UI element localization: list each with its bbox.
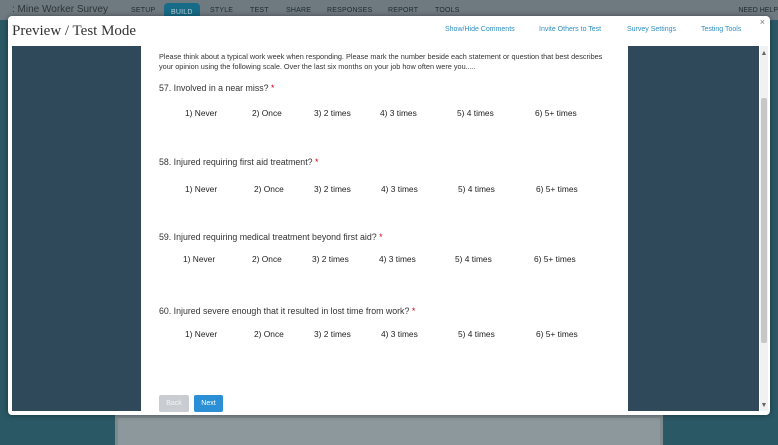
q60-option-5-plus-times[interactable]: 6) 5+ times [536, 329, 578, 339]
q58-option-2-times[interactable]: 3) 2 times [314, 184, 351, 194]
scroll-up-icon[interactable]: ▲ [760, 50, 768, 57]
q59-option-2-times[interactable]: 3) 2 times [312, 254, 349, 264]
survey-intro-text: Please think about a typical work week when responding. Please mark the number beside each statement or question that best describes your opinion using the following scale. Over the last six months on your job how often were you..... [159, 52, 603, 71]
question-text: 58. Injured requiring first aid treatment? [159, 157, 313, 167]
next-button[interactable]: Next [194, 395, 223, 412]
q57-option-2-times[interactable]: 3) 2 times [314, 108, 351, 118]
survey-settings-link[interactable]: Survey Settings [627, 26, 677, 33]
question-57-title [159, 83, 274, 93]
back-button[interactable]: Back [159, 395, 189, 412]
q60-option-once[interactable]: 2) Once [254, 329, 284, 339]
invite-others-link[interactable]: Invite Others to Test [539, 26, 602, 33]
tab-setup[interactable]: SETUP [131, 7, 156, 14]
tab-responses[interactable]: RESPONSES [327, 7, 373, 14]
q57-option-4-times[interactable]: 5) 4 times [457, 108, 494, 118]
q60-option-2-times[interactable]: 3) 2 times [314, 329, 351, 339]
app-title: : Mine Worker Survey [12, 4, 108, 15]
show-hide-comments-link[interactable]: Show/Hide Comments [445, 26, 515, 33]
close-icon[interactable]: × [759, 17, 765, 27]
required-asterisk: * [271, 83, 275, 93]
tab-tools[interactable]: TOOLS [435, 7, 460, 14]
q58-option-never[interactable]: 1) Never [185, 184, 218, 194]
question-60-title [159, 306, 415, 316]
q59-option-5-plus-times[interactable]: 6) 5+ times [534, 254, 576, 264]
question-text: 57. Involved in a near miss? [159, 83, 269, 93]
question-59-title [159, 232, 383, 242]
q60-option-3-times[interactable]: 4) 3 times [381, 329, 418, 339]
q59-option-4-times[interactable]: 5) 4 times [455, 254, 492, 264]
survey-page [142, 46, 627, 411]
tab-style[interactable]: STYLE [210, 7, 234, 14]
right-margin-panel [628, 46, 759, 411]
q57-option-3-times[interactable]: 4) 3 times [380, 108, 417, 118]
preview-modal [8, 16, 770, 415]
vertical-scrollbar[interactable] [760, 46, 768, 411]
q60-option-4-times[interactable]: 5) 4 times [458, 329, 495, 339]
q59-option-3-times[interactable]: 4) 3 times [379, 254, 416, 264]
background-footer [118, 418, 660, 445]
required-asterisk: * [379, 232, 383, 242]
tab-share[interactable]: SHARE [286, 7, 312, 14]
left-margin-panel [12, 46, 141, 411]
scroll-down-icon[interactable]: ▼ [760, 402, 768, 409]
required-asterisk: * [411, 306, 416, 316]
q59-option-never[interactable]: 1) Never [183, 254, 216, 264]
question-text: 60. Injured severe enough that it resulted in lost time from work? [159, 306, 410, 316]
q60-option-never[interactable]: 1) Never [185, 329, 218, 339]
q58-option-3-times[interactable]: 4) 3 times [381, 184, 418, 194]
scroll-thumb[interactable] [761, 98, 767, 343]
modal-title: Preview / Test Mode [12, 23, 137, 39]
q57-option-never[interactable]: 1) Never [185, 108, 218, 118]
need-help-link[interactable]: NEED HELP [738, 7, 778, 14]
q59-option-once[interactable]: 2) Once [252, 254, 282, 264]
required-asterisk: * [315, 157, 319, 167]
q57-option-once[interactable]: 2) Once [252, 108, 282, 118]
tab-build[interactable]: BUILD [164, 3, 200, 20]
question-58-title [159, 157, 318, 167]
testing-tools-link[interactable]: Testing Tools [701, 26, 742, 33]
tab-report[interactable]: REPORT [388, 7, 419, 14]
q58-option-4-times[interactable]: 5) 4 times [458, 184, 495, 194]
q58-option-5-plus-times[interactable]: 6) 5+ times [536, 184, 578, 194]
q57-option-5-plus-times[interactable]: 6) 5+ times [535, 108, 577, 118]
tab-test[interactable]: TEST [250, 7, 269, 14]
q58-option-once[interactable]: 2) Once [254, 184, 284, 194]
question-text: 59. Injured requiring medical treatment beyond first aid? [159, 232, 377, 242]
